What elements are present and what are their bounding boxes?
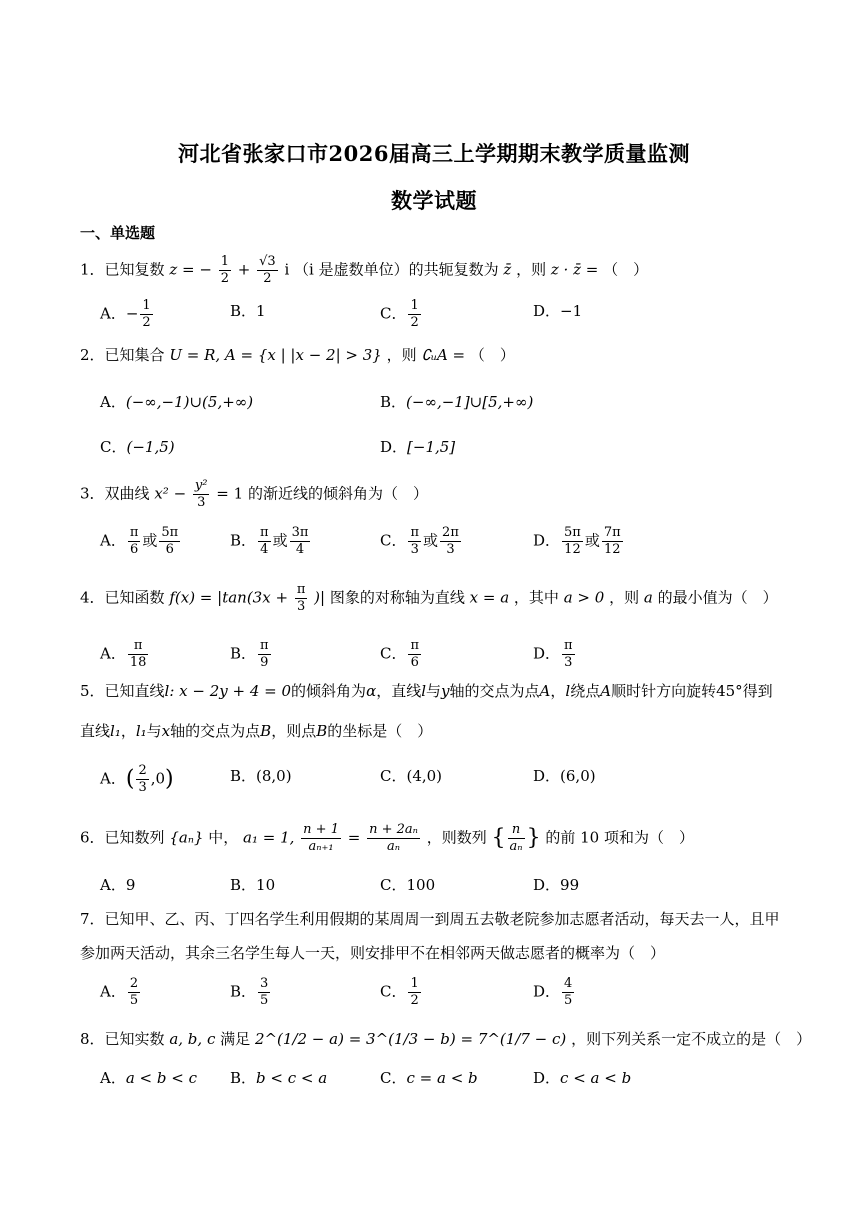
option-7D: D． $\frac{4}{5}$ [533, 976, 573, 1008]
option-8B: B．b < c < a [230, 1069, 328, 1087]
option-5A: A．( $\frac{2}{3}$ ,0) [100, 763, 174, 795]
option-4C: C． $\frac{\pi}{6}$ [380, 638, 420, 670]
fraction: $\frac{√3}{2}$ [259, 254, 276, 286]
option-5C: C．(4,0) [380, 767, 443, 785]
option-7A: A． $\frac{2}{5}$ [100, 976, 139, 1008]
option-1D: D．−1 [533, 302, 583, 320]
option-6A: A．9 [100, 876, 136, 894]
fraction: $\frac{1}{2}$ [220, 254, 229, 286]
option-6C: C．100 [380, 876, 436, 894]
question-6: 6．已知数列 {aₙ} 中， a₁ = 1, $\frac{n + 1}{\text{aₙ₊₁}}$ = $\frac{\text{n + 2aₙ}}{\text{aₙ}}$ ，则数列 { $\frac{n}{\text{aₙ}}$ } 的前 10 项和为（ ） [80, 822, 694, 854]
option-7C: C． $\frac{1}{2}$ [380, 976, 419, 1008]
option-7B: B． $\frac{3}{5}$ [230, 976, 269, 1008]
question-2: 2．已知集合 U = R, A = {x | |x − 2| > 3} ，则 ∁ᵤA = （ ） [80, 346, 515, 364]
question-3: 3．双曲线 x² − $\frac{\text{y²}}{3}$ = 1 的渐近线的倾斜角为（ ） [80, 478, 428, 510]
option-2D: D．[−1,5] [380, 438, 456, 456]
option-8C: C．c = a < b [380, 1069, 478, 1087]
option-1B: B．1 [230, 302, 266, 320]
option-3A: A． $\frac{\pi}{6}$ 或 $\frac{5\pi}{6}$ [100, 525, 179, 557]
option-3D: D． $\frac{5\pi}{12}$ 或 $\frac{7\pi}{12}$ [533, 525, 621, 557]
option-2B: B．(−∞,−1]∪[5,+∞) [380, 393, 534, 411]
option-2C: C．(−1,5) [100, 438, 175, 456]
question-5-line-1: 5．已知直线l: x − 2y + 4 = 0的倾斜角为α，直线l与y轴的交点为点A，l绕点A顺时针方向旋转45°得到 [80, 682, 773, 700]
option-4D: D． $\frac{\pi}{3}$ [533, 638, 573, 670]
section-heading: 一、单选题 [80, 224, 156, 242]
option-8D: D．c < a < b [533, 1069, 632, 1087]
option-8A: A．a < b < c [100, 1069, 197, 1087]
option-2A: A．(−∞,−1)∪(5,+∞) [100, 393, 254, 411]
question-7-line-1: 7．已知甲、乙、丙、丁四名学生利用假期的某周周一到周五去敬老院参加志愿者活动，每天去一人，且甲 [80, 910, 780, 928]
page-subtitle: 数学试题 [391, 188, 477, 213]
question-4: 4．已知函数 f(x) = |tan(3x + $\frac{\pi}{3}$ )| 图象的对称轴为直线 x = a ，其中 a > 0 ，则 a 的最小值为（ ） [80, 582, 778, 614]
option-1A: A．− $\frac{1}{2}$ [100, 298, 151, 330]
option-4A: A． $\frac{\pi}{18}$ [100, 638, 147, 670]
option-6D: D．99 [533, 876, 580, 894]
option-5D: D．(6,0) [533, 767, 596, 785]
page-title: 河北省张家口市2026届高三上学期期末教学质量监测 [178, 141, 690, 166]
option-5B: B．(8,0) [230, 767, 292, 785]
option-4B: B． $\frac{\pi}{9}$ [230, 638, 269, 670]
question-1: 1．已知复数 z = − $\frac{1}{2}$ + $\frac{√3}{2}$ i （i 是虚数单位）的共轭复数为 z̄ ，则 z · z̄ = （ ） [80, 254, 649, 286]
option-3B: B． $\frac{\pi}{4}$ 或 $\frac{3\pi}{4}$ [230, 525, 309, 557]
question-5-line-2: 直线l₁，l₁与x轴的交点为点B，则点B的坐标是（ ） [80, 722, 433, 740]
question-7-line-2: 参加两天活动，其余三名学生每人一天，则安排甲不在相邻两天做志愿者的概率为（ ） [80, 944, 666, 962]
question-8: 8．已知实数 a, b, c 满足 2^(1/2 − a) = 3^(1/3 − b) = 7^(1/7 − c) ，则下列关系一定不成立的是（ ） [80, 1030, 812, 1048]
option-3C: C． $\frac{\pi}{3}$ 或 $\frac{2\pi}{3}$ [380, 525, 459, 557]
option-6B: B．10 [230, 876, 276, 894]
option-1C: C． $\frac{1}{2}$ [380, 298, 419, 330]
